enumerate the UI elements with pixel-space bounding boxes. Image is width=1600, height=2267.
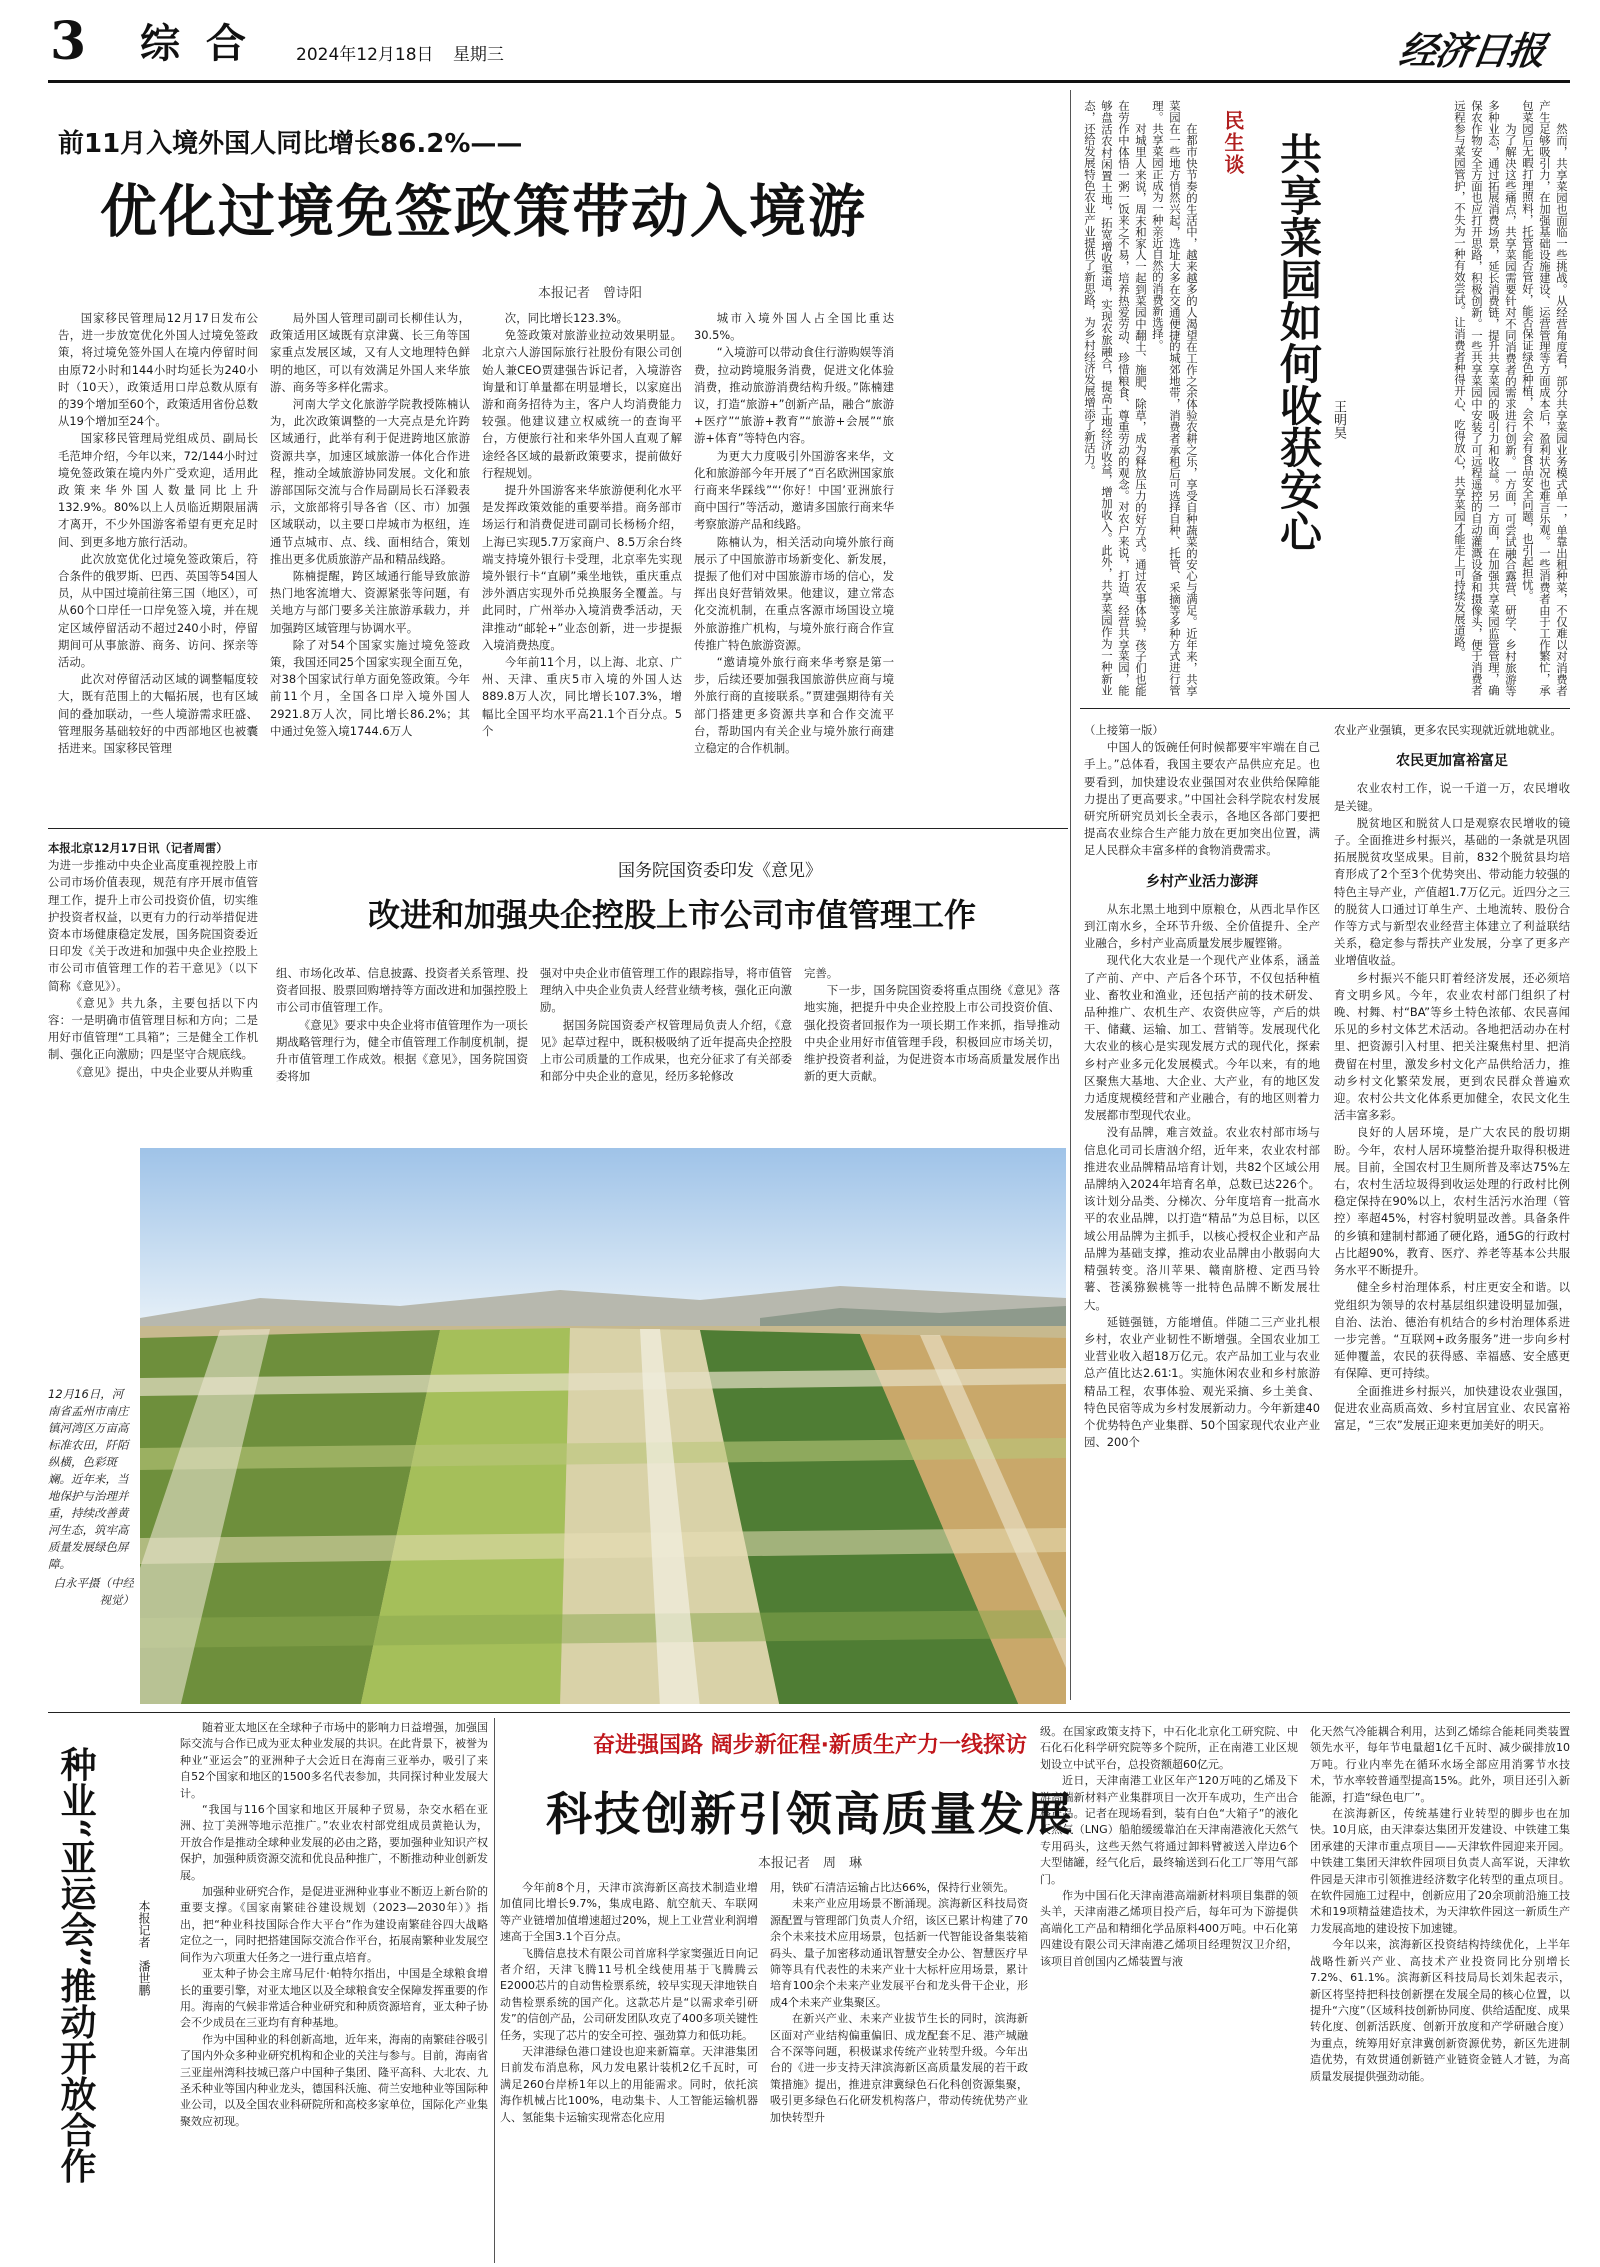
column-label: 民生谈 <box>1221 110 1245 176</box>
paragraph: 现代化大农业是一个现代产业体系，涵盖了产前、产中、产后各个环节，不仅包括种植业、畜牧业和渔业，还包括产前的技术研发、品种推广、农机生产、农资供应等，产后的烘干、储藏、运输、加工、营销等。发展现代化大农业的核心是实现发展方式的现代化，探索乡村产业多元化发展模式。今年以来，有的地区聚焦大基地、大企业、大产业，有的地区发力适度规模经营和产业融合，有的地区则着力发展都市型现代农业。 <box>1084 953 1320 1123</box>
newspaper-logo: 经济日报 <box>1396 28 1547 73</box>
paragraph: 《意见》共九条，主要包括以下内容：一是明确市值管理目标和方向；二是用好市值管理“工具箱”；三是健全工作机制、强化正向激励；四是坚守合规底线。 <box>48 995 258 1062</box>
paragraph: 为更大力度吸引外国游客来华，文化和旅游部今年开展了“百名欧洲国家旅行商来华踩线”“‘你好！中国’亚洲旅行商中国行”等活动，邀请多国旅行商来华考察旅游产品和线路。 <box>694 448 894 532</box>
paragraph: 下一步，国务院国资委将重点围绕《意见》落地实施，把提升中央企业控股上市公司投资价值、强化投资者回报作为一项长期工作来抓，指导推动中央企业用好市值管理手段，积极回应市场关切，维护投资者利益，为促进资本市场高质量发展作出新的更大贡献。 <box>804 983 1060 1084</box>
paragraph: 此次放宽优化过境免签政策后，符合条件的俄罗斯、巴西、英国等54国人员，从中国过境前往第三国（地区），可从60个口岸任一口岸免签入境，并在规定区域停留活动不超过240小时，停留期间可从事旅游、商务、访问、探亲等活动。 <box>58 551 258 670</box>
divider <box>1070 90 1071 1700</box>
lead-kicker: 前11月入境外国人同比增长86.2%—— <box>58 129 523 159</box>
tech-col-2 <box>770 1880 1028 2264</box>
tech-title: 科技创新引领高质量发展 <box>546 1787 1074 1841</box>
section-name: 综 合 <box>140 20 252 67</box>
paragraph: 用，铁矿石清洁运输占比达66%，保持行业领先。 <box>770 1881 1015 1894</box>
paragraph: 陈楠认为，相关活动向境外旅行商展示了中国旅游市场新变化、新发展，提振了他们对中国旅游市场的信心，发挥出良好营销效果。他建议，建立常态化交流机制，在重点客源市场国设立境外旅游推广机构，与境外旅行商合作宣传推广特色旅游资源。 <box>694 534 894 652</box>
paragraph: 中国人的饭碗任何时候都要牢牢端在自己手上。”总体看，我国主要农产品供应充足。也要看到，加快建设农业强国对农业供给保障能力提出了更高要求。”中国社会科学院农村发展研究所研究员刘长全表示，各地区各部门要把提高农业综合生产能力放在更加突出位置，满足人民群众丰富多样的食物消费需求。 <box>1084 740 1320 858</box>
page-number: 3 <box>50 11 87 72</box>
caption-text: 12月16日，河南省孟州市南庄镇河湾区万亩高标准农田，阡陌纵横，色彩斑斓。近年来，当地保护与治理并重，持续改善黄河生态，筑牢高质量发展绿色屏障。 <box>48 1387 129 1571</box>
paragraph: 级。在国家政策支持下，中石化北京化工研究院、中石化石化科学研究院等多个院所，正在南港工业区规划设立中试平台，总投资额超60亿元。 <box>1040 1725 1298 1771</box>
paragraph: 今年前8个月，天津市滨海新区高技术制造业增加值同比增长9.7%，集成电路、航空航天、车联网等产业链增加值增速超过20%，规上工业营业利润增速高于全国3.1个百分点。 <box>500 1881 758 1944</box>
column-author: 王明昊 <box>1331 400 1346 439</box>
lead-title: 优化过境免签政策带动入境游 <box>100 179 867 245</box>
paragraph: 完善。 <box>804 966 839 980</box>
paragraph: 作为中国石化天津南港高端新材料项目集群的领头羊，天津南港乙烯项目投产后，每年可为下游提供高端化工产品和精细化学品原料400万吨。中石化第四建设有限公司天津南港乙烯项目经理贺汉卫介绍，该项目首创国内乙烯装置与液 <box>1040 1889 1298 1968</box>
paragraph: 强对中央企业市值管理工作的跟踪指导，将市值管理纳入中央企业负责人经营业绩考核，强化正向激励。 <box>540 966 792 1015</box>
paragraph: 加强种业研究合作，是促进亚洲种业事业不断迈上新台阶的重要支撑。《国家南繁硅谷建设规划（2023—2030年）》指出，把“种业科技国际合作大平台”作为建设南繁硅谷四大战略定位之一，同时把搭建国际交流合作平台，拓展南繁种业发展空间作为六项重大任务之一进行重点培育。 <box>180 1885 488 1964</box>
paragraph: 未来产业应用场景不断涌现。滨海新区科技局资源配置与管理部门负责人介绍，该区已累计构建了70余个未来技术应用场景，包括新一代智能设备集装箱码头、量子加密移动通讯智慧安全办公、智慧医疗早筛等具有代表性的未来产业十大标杆应用场景，累计培育100余个未来产业发展平台和龙头骨干企业，形成4个未来产业集聚区。 <box>770 1897 1028 2009</box>
rural-col-1 <box>1084 722 1320 1694</box>
paragraph: 城市入境外国人占全国比重达30.5%。 <box>694 311 894 343</box>
paragraph: 在滨海新区，传统基建行业转型的脚步也在加快。10月底，由天津泰达集团开发建设、中铁建工集团承建的天津市重点项目——天津软件园迎来开园。中铁建工集团天津软件园项目负责人高军说，天津软件园是天津市引领推进经济数字化转型的重点项目。在软件园施工过程中，创新应用了20余项前沿施工技术和19项精益建造技术，为天津软件园这一新质生产力发展高地的建设按下加速键。 <box>1310 1807 1570 1935</box>
paragraph: 健全乡村治理体系，村庄更安全和谐。以党组织为领导的农村基层组织建设明显加强，自治、法治、德治有机结合的乡村治理体系进一步完善。“互联网+政务服务”进一步向乡村延伸覆盖，农民的获得感、幸福感、安全感更有保障、更可持续。 <box>1334 1280 1570 1381</box>
paragraph: “邀请境外旅行商来华考察是第一步，后续还要加强我国旅游供应商与境外旅行商的直接联系。”贾建强期待有关部门搭建更多资源共享和合作交流平台，帮助国内有关企业与境外旅行商建立稳定的合作机制。 <box>694 655 894 756</box>
paragraph: 近日，天津南港工业区年产120万吨的乙烯及下游高端新材料产业集群项目一次开车成功，生产出合格产品。记者在现场看到，装有白色“大箱子”的液化天然气（LNG）船舶缓缓靠泊在天津南港液化天然气专用码头，这些天然气将通过卸料臂被送入岸边6个大型储罐，经气化后，最终输送到石化工厂等用气部门。 <box>1040 1774 1298 1886</box>
photo-caption <box>48 1386 134 1706</box>
tech-col-1 <box>500 1880 758 2264</box>
weekday-text: 星期三 <box>452 45 504 65</box>
paragraph: 国家移民管理局12月17日发布公告，进一步放宽优化外国人过境免签政策，将过境免签外国人在境内停留时间由原72小时和144小时均延长为240小时（10天），政策适用口岸总数从原有的39个增加至60个，政策适用省份总数从19个增加至24个。 <box>58 311 258 429</box>
date-text: 2024年12月18日 <box>296 45 434 65</box>
lead-col-4 <box>694 310 894 820</box>
paragraph: 随着亚太地区在全球种子市场中的影响力日益增强，加强国际交流与合作已成为亚太种业发展的共识。在此背景下，被誉为种业“亚运会”的亚洲种子大会近日在海南三亚举办，吸引了来自52个国家和地区的1500多名代表参加，共同探讨种业发展大计。 <box>180 1721 488 1800</box>
paragraph: 对城里人来说，周末和家人一起到菜园中翻土、施肥、除草，成为释放压力的好方式。通过农事体验，孩子们也能在劳作中体悟一粥一饭来之不易，培养热爱劳动、珍惜粮食、尊重劳动的观念。对农户来说，打造、经营共享菜园，能够盘活农村闲置土地，拓宽增收渠道，实现农旅融合，提高土地经济收益，增加收入。此外，共享菜园作为一种新业态，还给发展特色农业产业提供了新思路，为乡村经济发展增添了新活力。 <box>1083 100 1148 696</box>
paragraph: 乡村振兴不能只盯着经济发展，还必须培育文明乡风。今年，农业农村部门组织了村晚、村舞、村“BA”等乡土特色浓郁、农民喜闻乐见的乡村文体艺术活动。各地把活动办在村里、把资源引入村里、把关注聚焦村里、把消费留在村里，激发乡村文化产品供给活力，推动乡村文化繁荣发展，更到农民群众普遍欢迎。农村公共文化体系更加健全，农民文化生活丰富多彩。 <box>1334 970 1570 1123</box>
tech-banner: 奋进强国路 阔步新征程·新质生产力一线探访 <box>592 1733 1028 1758</box>
farmland-photo <box>140 1148 1066 1704</box>
tech-byline: 本报记者 周 琳 <box>757 1856 862 1871</box>
paragraph: 化天然气冷能耦合利用，达到乙烯综合能耗同类装置领先水平，每年节电量超1亿千瓦时、减少碳排放10万吨。行业内率先在循环水场全部应用消雾节水技术，节水率较普通型提高15%。此外，项目还引入新能源，打造“绿色电厂”。 <box>1310 1725 1570 1804</box>
paragraph: 天津港绿色港口建设也迎来新篇章。天津港集团日前发布消息称，风力发电累计装机2亿千瓦时，可满足260台岸桥1年以上的用能需求。同时，依托滨海作机械占比100%，电动集卡、人工智能运输机器人、氢能集卡运输实现常态化应用 <box>500 2045 758 2124</box>
paragraph: 据国务院国资委产权管理局负责人介绍，《意见》起草过程中，既积极吸纳了近年提高央企控股上市公司质量的工作成果，也充分征求了有关部委和部分中央企业的意见，经历多轮修改 <box>540 1017 792 1084</box>
dateline <box>48 840 258 857</box>
lead-col-3 <box>482 310 682 820</box>
paragraph: 农业农村工作，说一千道一万，农民增收是关键。 <box>1334 781 1570 813</box>
paragraph: 陈楠提醒，跨区域通行能导致旅游热门地客流增大、资源紧张等问题，有关地方与部门要多关注旅游承载力，并加强跨区域管理与协调水平。 <box>270 569 470 635</box>
paragraph: 从东北黑土地到中原粮仓，从西北旱作区到江南水乡，全环节升级、全价值提升、全产业融合，乡村产业高质量发展步履铿锵。 <box>1084 901 1320 951</box>
paragraph: 次，同比增长123.3%。 <box>504 311 628 325</box>
photo-credit: 白永平摄（中经视觉） <box>53 1576 134 1607</box>
rural-col-2 <box>1334 722 1570 1694</box>
divider <box>48 828 1068 829</box>
dateline-text: 本报北京12月17日讯（记者周雷） <box>48 841 228 855</box>
section-subhead: 乡村产业活力澎湃 <box>1146 873 1258 890</box>
paragraph: 免签政策对旅游业拉动效果明显。北京六人游国际旅行社股份有限公司创始人兼CEO贾建强告诉记者，入境游咨询量和订单量都在明显增长，以家庭出游和商务招待为主，客户人均消费能力较强。他建议建立权威统一的查询平台，方便旅行社和来华外国人直观了解途经各区域的最新政策要求，提前做好行程规划。 <box>482 328 682 480</box>
issue-date <box>296 40 504 65</box>
paragraph: 为了解决这些痛点，共享菜园需要针对不同消费者的需求进行创新。一方面，可尝试融合露营、研学、乡村旅游等多种业态，通过拓展消费场景，延长消费链，提升共享菜园的吸引力和收益。另一方面，在加强共享菜园监管管理，确保农作物安全方面也应打开思路，积极创新。一些共享菜园中安装了可远程遥控的自动灌溉设备和摄像头，便于消费者远程参与菜园管护，不失为一种有效尝试。让消费者种得开心、吃得放心，共享菜园才能走上可持续发展道路。 <box>1453 100 1518 696</box>
section-subhead: 农民更加富裕富足 <box>1396 753 1508 770</box>
paragraph: “我国与116个国家和地区开展种子贸易，杂交水稻在亚洲、拉丁美洲等地示范推广。”农业农村部党组成员黄艳认为，开放合作是推动全球种业发展的必由之路，要加强种业知识产权保护，加强种质资源交流和优良品种推广，不断推动种业创新发展。 <box>180 1803 488 1882</box>
farmland-photo-image <box>140 1148 1066 1704</box>
divider <box>48 1712 1570 1713</box>
column-minsheng <box>1080 100 1570 700</box>
column-body-left <box>1350 100 1570 696</box>
paragraph: 在新兴产业、未来产业拔节生长的同时，滨海新区面对产业结构偏重偏旧、成龙配套不足、港产城融合不深等问题，积极谋求传统产业转型升级。今年出台的《进一步支持天津滨海新区高质量发展的若干政策措施》提出，推进京津冀绿色石化科创资源集聚，吸引更多绿色石化研发机构落户，带动传统优势产业加快转型升 <box>770 2012 1028 2124</box>
paragraph: 提升外国游客来华旅游便利化水平是发挥政策效能的重要举措。商务部市场运行和消费促进司副司长杨杨介绍，上海已实现5.7万家商户、8.5万余台终端支持境外银行卡受理，北京率先实现境外银行卡“直刷”乘坐地铁，重庆重点涉外酒店实现外币兑换服务全覆盖。与此同时，广州举办入境消费季活动，天津推动“邮轮+”业态创新，进一步提振入境消费热度。 <box>482 483 682 652</box>
lead-col-1 <box>58 310 258 820</box>
paragraph: 没有品牌，难言效益。农业农村部市场与信息化司司长唐汹介绍，近年来，农业农村部推进农业品牌精品培育计划，共82个区域公用品牌纳入2024年培育名单，总数已达226个。该计划分品类、分梯次、分年度培育一批高水平的农业品牌，以打造“精品”为总目标，以区域公用品牌为主抓手，以核心授权企业和产品品牌为基础支撑，推动农业品牌由小散弱向大精强转变。洛川苹果、赣南脐橙、定西马铃薯、苍溪猕猴桃等一批特色品牌不断发展壮大。 <box>1084 1125 1320 1312</box>
paragraph: 作为中国种业的科创新高地，近年来，海南的南繁硅谷吸引了国内外众多种业研究机构和企业的关注与参与。目前，海南省三亚崖州湾科技城已落户中国种子集团、隆平高科、大北农、九圣禾种业等国内种业龙头，德国科沃施、荷兰安地种业等国际种业公司，以及全国农业科研院所和高校多家单位，国际化产业集聚效应初现。 <box>180 2032 488 2128</box>
paragraph: 为进一步推动中央企业高度重视控股上市公司市场价值表现，规范有序开展市值管理工作，提升上市公司投资价值，切实维护投资者权益，以更有力的行动举措促进资本市场健康稳定发展，国务院国资委近日印发《关于改进和加强中央企业控股上市公司市值管理工作的若干意见》（以下简称《意见》）。 <box>48 858 258 993</box>
paragraph: 组、市场化改革、信息披露、投资者关系管理、投资者回报、股票回购增持等方面改进和加强控股上市公司市值管理工作。 <box>276 966 528 1015</box>
paragraph: 在都市快节奏的生活中，越来越多的人渴望在工作之余体验农耕之乐，享受自种蔬菜的安心与满足。近年来，共享菜园在一些地方悄然兴起，选址大多在交通便捷的城郊地带，消费者承租后可选择自种、托管、采摘等多种方式进行管理。共享菜园正成为一种亲近自然的消费新选择。 <box>1151 100 1199 696</box>
divider <box>1080 708 1570 709</box>
lead-byline: 本报记者 曾诗阳 <box>537 286 642 301</box>
paragraph: 此次对停留活动区域的调整幅度较大，既有范围上的大幅拓展，也有区域间的叠加联动，一些人境游需求旺盛、管理服务基础较好的中西部地区也被囊括进来。国家移民管理 <box>58 672 258 756</box>
seed-body <box>180 1720 488 2260</box>
masthead-rule <box>48 80 1570 83</box>
soe-title: 改进和加强央企控股上市公司市值管理工作 <box>367 896 976 934</box>
column-body-right <box>1080 100 1200 696</box>
paragraph: 今年以来，滨海新区投资结构持续优化，上半年战略性新兴产业、高技术产业投资同比分别增长7.2%、61.1%。滨海新区科技局局长刘朱起表示，新区将坚持把科技创新摆在发展全局的核心位置，以提升“六度”（区域科技创新协同度、供给适配度、成果转化度、创新活跃度、创新开放度和产学研融合度）为重点，统筹用好京津冀创新资源优势，新区先进制造优势，有效贯通创新链产业链资金链人才链，为高质量发展提供强劲动能。 <box>1310 1938 1570 2083</box>
tech-col-3 <box>1040 1724 1298 2264</box>
paragraph: 除了对54个国家实施过境免签政策，我国还同25个国家实现全面互免，对38个国家试行单方面免签政策。今年前11个月，全国各口岸入境外国人2921.8万人次，同比增长86.2%；其中通过免签入境1744.6万人 <box>270 637 470 738</box>
paragraph: 局外国人管理司副司长柳佳认为，政策适用区域既有京津冀、长三角等国家重点发展区域，又有人文地理特色鲜明的地区，可以有效满足外国人来华旅游、商务等多样化需求。 <box>270 311 470 394</box>
paragraph: 《意见》提出，中央企业要从并购重 <box>70 1064 254 1079</box>
paragraph: （上接第一版） <box>1084 723 1164 737</box>
paragraph: 《意见》要求中央企业将市值管理作为一项长期战略管理行为，健全市值管理工作制度机制，提升市值管理工作成效。根据《意见》，国务院国资委将加 <box>276 1017 528 1084</box>
paragraph: 飞腾信息技术有限公司首席科学家窦强近日向记者介绍，天津飞腾11号机全线使用基于飞腾腾云E2000芯片的自动售检票系统，较早实现天津地铁自动售检票系统的国产化。这款芯片是“以需求牵引研发”的信创产品，公司研发团队攻克了400多项关键性任务，实现了芯片的安全可控、强劲算力和低功耗。 <box>500 1946 758 2042</box>
paragraph: 良好的人居环境，是广大农民的殷切期盼。今年，农村人居环境整治提升取得积极进展。目前，全国农村卫生厕所普及率达75%左右，农村生活垃圾得到收运处理的行政村比例稳定保持在90%以上，农村生活污水治理（管控）率超45%，村容村貌明显改善。具备条件的乡镇和建制村都通了硬化路，通5G的行政村占比超90%，教育、医疗、养老等基本公共服务水平不断提升。 <box>1334 1125 1570 1278</box>
soe-col-1 <box>276 965 528 1140</box>
column-title: 共享菜园如何收获安心 <box>1274 132 1323 552</box>
tech-col-4 <box>1310 1724 1570 2264</box>
soe-kicker: 国务院国资委印发《意见》 <box>618 861 822 881</box>
paragraph: 延链强链，方能增值。伴随二三产业扎根乡村，农业产业韧性不断增强。全国农业加工业营业收入超18万亿元。农产品加工业与农业总产值比达2.61∶1。实施休闲农业和乡村旅游精品工程，农事体验、观光采摘、乡土美食、特色民宿等成为乡村发展新动力。今年新建40个优势特色产业集群、50个国家现代农业产业园、200个 <box>1084 1314 1320 1450</box>
lead-col-2 <box>270 310 470 820</box>
paragraph: 农业产业强镇，更多农民实现就近就地就业。 <box>1334 723 1562 737</box>
paragraph: 亚太种子协会主席马尼什·帕特尔指出，中国是全球粮食增长的重要引擎，对亚太地区以及全球粮食安全保障发挥重要的作用。海南的气候非常适合种业研究和种质资源培育，亚太种子协会不少成员在三亚均有育种基地。 <box>180 1967 488 2030</box>
soe-col-2 <box>540 965 792 1140</box>
soe-col-3 <box>804 965 1060 1140</box>
paragraph: 全面推进乡村振兴，加快建设农业强国，促进农业高质高效、乡村宜居宜业、农民富裕富足，“三农”发展正迎来更加美好的明天。 <box>1334 1383 1570 1432</box>
paragraph: 今年前11个月，以上海、北京、广州、天津、重庆5市入境的外国人达889.8万人次，同比增长107.3%，增幅比全国平均水平高21.1个百分点。5个 <box>482 655 682 738</box>
paragraph: 脱贫地区和脱贫人口是观察农民增收的镜子。全面推进乡村振兴，基础的一条就是巩固拓展脱贫攻坚成果。目前，832个脱贫县均培育形成了2个至3个优势突出、带动能力较强的特色主导产业，产值超1.7万亿元。近四分之三的脱贫人口通过订单生产、土地流转、股份合作等方式与新型农业经营主体建立了利益联结关系，稳定参与帮扶产业发展，分享了更多产业增值收益。 <box>1334 815 1570 968</box>
soe-left-col <box>48 840 258 1140</box>
paragraph: 河南大学文化旅游学院教授陈楠认为，此次政策调整的一大亮点是允许跨区域通行，此举有利于促进跨地区旅游资源共享，加速区域旅游一体化合作进程，推动全域旅游协同发展。文化和旅游部国际交流与合作局副局长石泽毅表示，文旅部将引导各省（区、市）加强区域联动，以主要口岸城市为枢纽，连通节点城市、点、线、面相结合，策划推出更多优质旅游产品和精品线路。 <box>270 397 470 566</box>
seed-title: 种业“亚运会”推动开放合作 <box>55 1746 97 2184</box>
masthead <box>0 0 1600 80</box>
seed-byline: 本报记者 潘世鹏 <box>137 1900 151 1996</box>
paragraph: 然而，共享菜园也面临一些挑战。从经营角度看，部分共享菜园业务模式单一，单靠出租种菜，不仅难以对消费者产生足够吸引力，在加强基础设施建设、运营管理等方面成本后，盈利状况也难言乐观。一些消费者由于工作繁忙，承包菜园后无暇打理照料，托管能否管好，能否保证绿色种植，会不会有食品安全问题，也引起担忧。 <box>1521 100 1569 696</box>
divider <box>494 1718 495 2263</box>
paragraph: “入境游可以带动食住行游购娱等消费，拉动跨境服务消费，促进文化体验消费，推动旅游消费结构升级。”陈楠建议，打造“旅游+”创新产品，融合“旅游+医疗”“旅游+教育”“旅游+会展”“旅游+体育”等特色内容。 <box>694 345 894 446</box>
seed-story <box>48 1720 488 2267</box>
paragraph: 国家移民管理局党组成员、副局长毛范坤介绍，今年以来，72/144小时过境免签政策在境内外广受欢迎，适用此政策来华外国人数量同比上升132.9%。80%以上人员临近期限届满才离开，不少外国游客希望有更充足时间、到更多地方旅行活动。 <box>58 431 258 549</box>
